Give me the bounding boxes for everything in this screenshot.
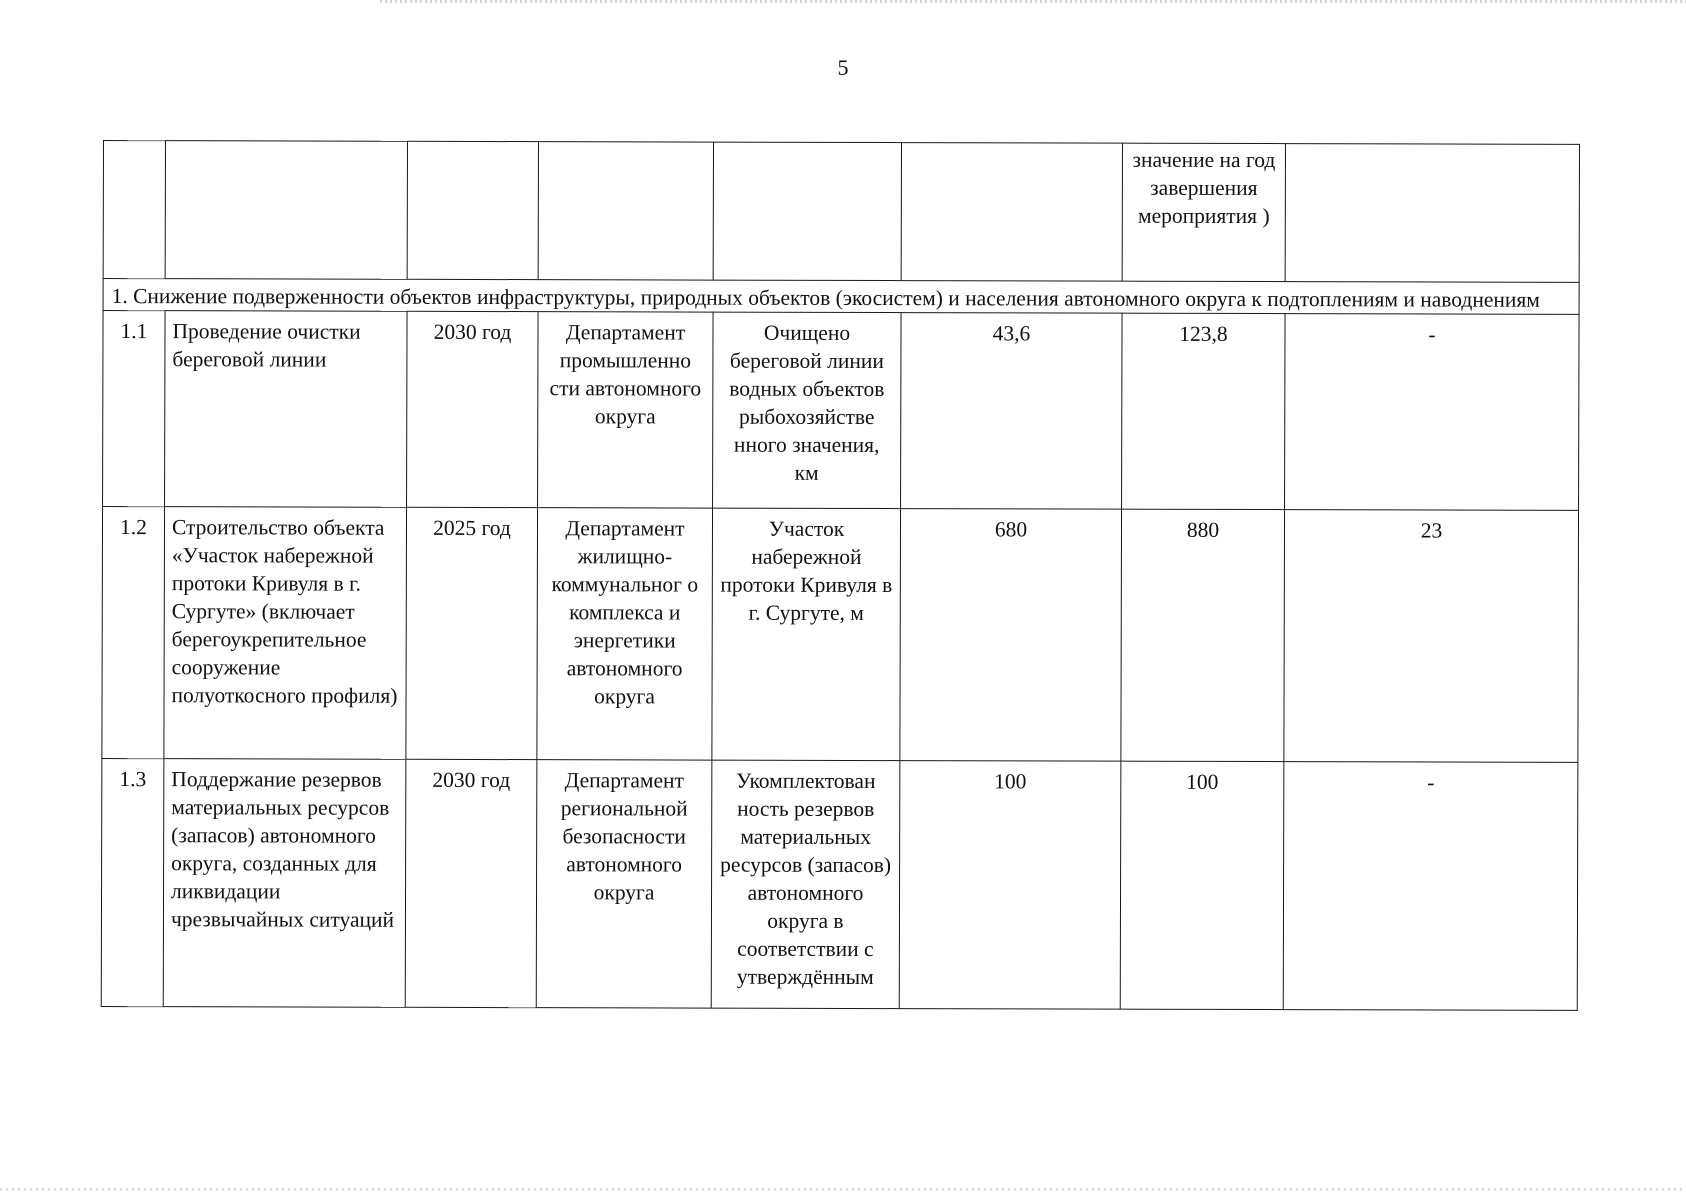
deadline: 2030 год	[405, 759, 537, 1007]
header-cell-target-value: значение на год завершения мероприятия )	[1122, 143, 1285, 281]
responsible: Департамент жилищно-коммунальног о комплекса и энергетики автономного округа	[537, 508, 713, 760]
extra-value: -	[1285, 314, 1580, 511]
row-number: 1.1	[103, 311, 166, 507]
indicator: Участок набережной протоки Кривуля в г. Сургуте, м	[712, 508, 901, 760]
base-value: 43,6	[901, 313, 1123, 510]
deadline: 2025 год	[406, 507, 538, 759]
base-value: 680	[900, 509, 1122, 762]
target-value: 880	[1121, 509, 1285, 761]
header-cell-1	[103, 141, 165, 279]
indicator: Укомплектован ность резервов материальных ресурсов (запасов) автономного округа в соответствии с утверждённым	[711, 760, 900, 1008]
extra-value: -	[1283, 762, 1578, 1011]
header-cell-2	[165, 141, 407, 280]
measures-table	[101, 140, 1580, 1011]
indicator: Очищено береговой линии водных объектов рыбохозяйстве нного значения, км	[713, 312, 902, 508]
header-cell-8	[1285, 144, 1579, 283]
measure-name: Проведение очистки береговой линии	[165, 311, 408, 508]
row-number: 1.3	[101, 758, 164, 1006]
section-row	[103, 279, 1579, 315]
page-number: 5	[837, 55, 849, 80]
scan-artifact-bottom	[0, 1188, 1686, 1191]
extra-value: 23	[1284, 510, 1579, 763]
measure-name: Поддержание резервов материальных ресурсов (запасов) автономного округа, созданных для ликвидации чрезвычайных ситуаций	[163, 759, 406, 1008]
base-value: 100	[899, 761, 1121, 1010]
header-cell-4	[538, 142, 713, 280]
header-cell-5	[713, 142, 901, 280]
scan-artifact-top	[380, 0, 1686, 3]
responsible: Департамент промышленно сти автономного округа	[538, 312, 714, 508]
target-value: 123,8	[1122, 313, 1286, 509]
table-row	[101, 758, 1578, 1010]
responsible: Департамент региональной безопасности автономного округа	[536, 760, 712, 1008]
section-title: 1. Снижение подверженности объектов инфраструктуры, природных объектов (экосистем) и населения автономного округа к подтоплениям и наводнениям	[103, 279, 1579, 315]
header-continuation-row	[103, 141, 1579, 283]
target-value: 100	[1120, 761, 1284, 1009]
measure-name: Строительство объекта «Участок набережной протоки Кривуля в г. Сургуте» (включает берегоукрепительное сооружение полуоткосного профиля)	[164, 507, 407, 760]
table-row	[103, 311, 1580, 511]
deadline: 2030 год	[407, 311, 539, 507]
table-row	[102, 507, 1579, 763]
row-number: 1.2	[102, 507, 165, 759]
header-cell-6	[901, 143, 1122, 282]
header-cell-3	[407, 141, 538, 279]
